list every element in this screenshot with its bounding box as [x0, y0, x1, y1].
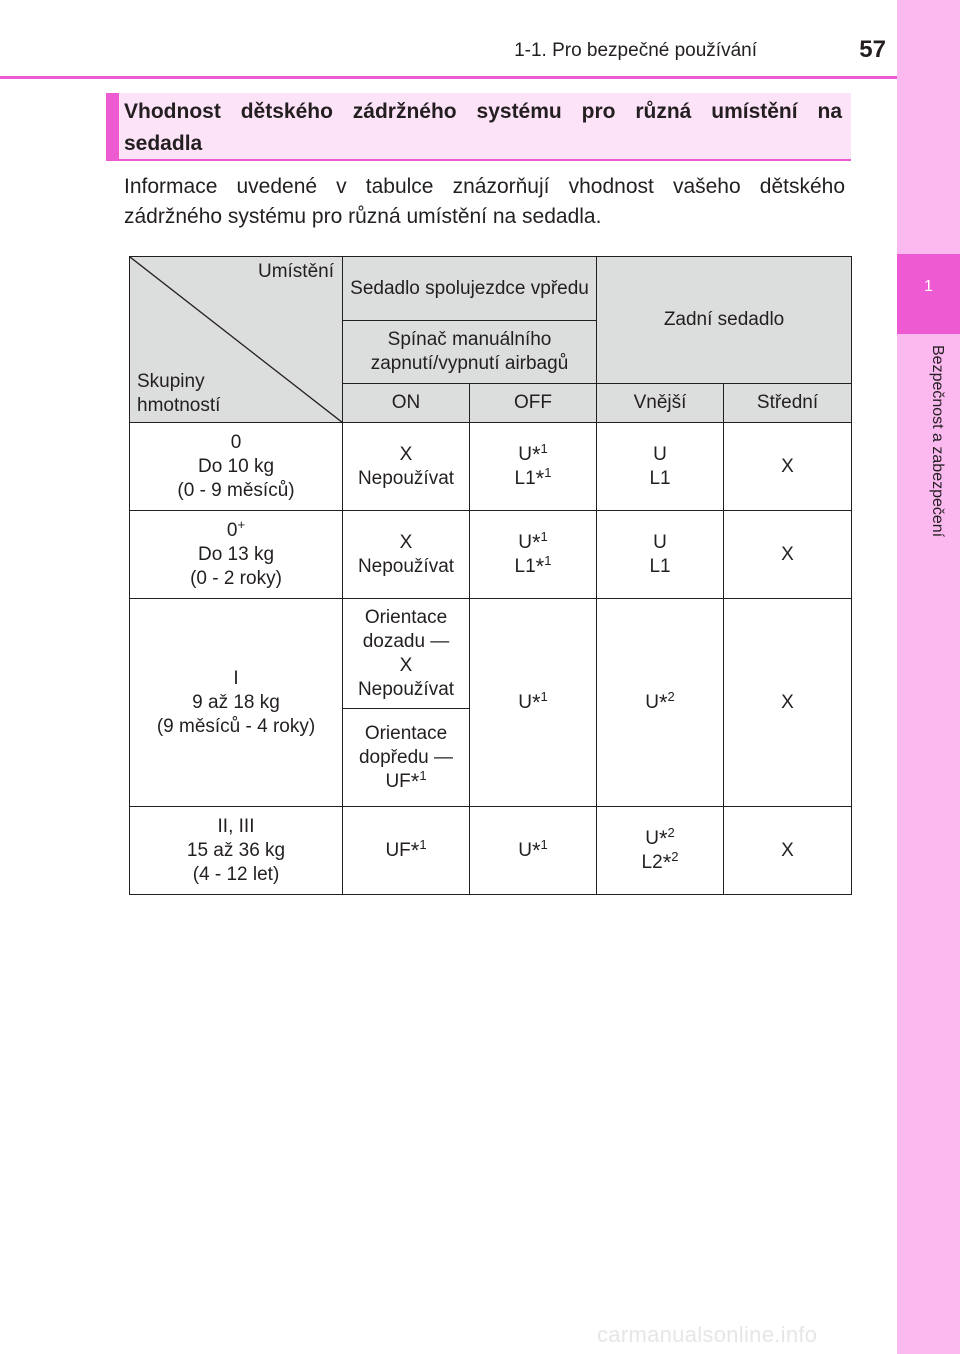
value: X	[399, 443, 413, 465]
center-cell: X	[724, 423, 852, 511]
value: U	[653, 531, 667, 553]
table-row	[130, 423, 852, 511]
col-center: Střední	[724, 384, 852, 423]
value: U*$^1$	[518, 528, 548, 555]
value: dozadu —	[362, 630, 450, 652]
value: L1*$^1$	[514, 464, 552, 491]
on-rearward-cell	[343, 599, 470, 709]
chapter-number: 1	[924, 278, 933, 295]
center-cell: X	[724, 511, 852, 599]
rear-seat-header: Zadní sedadlo	[597, 257, 852, 384]
value: L2*$^2$	[641, 848, 679, 875]
value: L1	[649, 555, 671, 577]
corner-label-group-2: hmotností	[137, 395, 221, 416]
value: U*$^1$	[518, 440, 548, 467]
value: Nepoužívat	[357, 555, 455, 577]
chapter-title: Bezpečnost a zabezpečení	[929, 345, 946, 538]
on-cell	[343, 511, 470, 599]
table-row	[130, 599, 852, 709]
group-age: (9 měsíců - 4 roky)	[156, 715, 316, 737]
table-row	[130, 807, 852, 895]
outer-cell: U*$^2$	[597, 599, 724, 807]
page-number: 57	[859, 36, 886, 63]
airbag-switch-header: Spínač manuálního zapnutí/vypnutí airbagů	[343, 321, 597, 384]
watermark: carmanualsonline.info	[597, 1322, 818, 1347]
section-title: 1-1. Pro bezpečné používání	[514, 40, 757, 61]
group-age: (4 - 12 let)	[192, 863, 280, 885]
group-name: 0+	[226, 516, 246, 541]
group-age: (0 - 2 roky)	[190, 567, 282, 589]
value: L1*$^1$	[514, 552, 552, 579]
value: U*$^2$	[645, 824, 675, 851]
value: Nepoužívat	[357, 678, 455, 700]
outer-cell	[597, 807, 724, 895]
group-name: I	[233, 667, 239, 689]
group-cell	[130, 423, 343, 511]
corner-label-group-1: Skupiny	[137, 371, 205, 392]
corner-label-group	[137, 370, 220, 418]
off-cell: U*$^1$	[470, 599, 597, 807]
col-on: ON	[343, 384, 470, 423]
on-forward-cell	[343, 709, 470, 807]
front-seat-header: Sedadlo spolujezdce vpředu	[343, 257, 597, 321]
group-weight: 9 až 18 kg	[192, 691, 280, 713]
value: dopředu —	[358, 746, 453, 768]
heading-line-1: Vhodnost dětského zádržného systému pro různá umístění na	[124, 100, 842, 123]
off-cell	[470, 511, 597, 599]
col-off: OFF	[470, 384, 597, 423]
intro-paragraph: Informace uvedené v tabulce znázorňují vhodnost vašeho dětského zádržného systému pro různá umístění na sedadla.	[124, 175, 845, 228]
corner-cell	[130, 257, 343, 423]
value: X	[399, 654, 413, 676]
value: X	[399, 531, 413, 553]
group-name: II, III	[217, 815, 255, 837]
value: L1	[649, 467, 671, 489]
center-cell: X	[724, 599, 852, 807]
corner-label-position: Umístění	[257, 261, 334, 282]
suitability-table	[129, 256, 852, 895]
group-cell	[130, 599, 343, 807]
group-weight: Do 13 kg	[197, 543, 275, 565]
value: UF*$^1$	[385, 767, 427, 794]
group-age: (0 - 9 měsíců)	[177, 479, 295, 501]
col-outer: Vnější	[597, 384, 724, 423]
outer-cell	[597, 511, 724, 599]
value: Orientace	[364, 606, 448, 628]
group-weight: Do 10 kg	[197, 455, 275, 477]
off-cell: U*$^1$	[470, 807, 597, 895]
header-rule	[0, 76, 897, 79]
group-cell	[130, 511, 343, 599]
outer-cell	[597, 423, 724, 511]
chapter-side-strip	[897, 0, 960, 1354]
group-name: 0	[230, 431, 242, 453]
off-cell	[470, 423, 597, 511]
value: Orientace	[364, 722, 448, 744]
heading-line-2: sedadla	[124, 132, 203, 155]
on-cell: UF*$^1$	[343, 807, 470, 895]
group-cell	[130, 807, 343, 895]
heading	[124, 96, 842, 160]
group-weight: 15 až 36 kg	[186, 839, 286, 861]
table-row	[130, 511, 852, 599]
value: U	[653, 443, 667, 465]
on-cell	[343, 423, 470, 511]
value: Nepoužívat	[357, 467, 455, 489]
center-cell: X	[724, 807, 852, 895]
